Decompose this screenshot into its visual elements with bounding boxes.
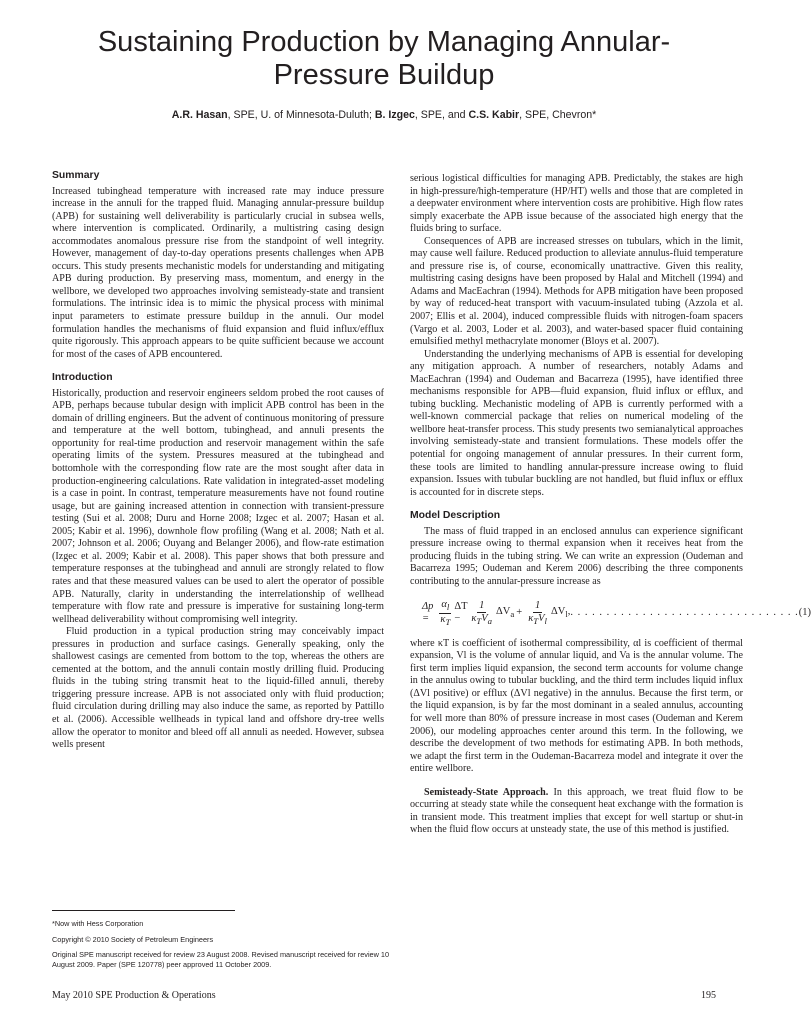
semisteady-paragraph <box>410 787 743 837</box>
author-name: B. Izgec <box>374 109 415 121</box>
summary-paragraph: Increased tubinghead temperature with increased rate may induce pressure increase in the annuli for the trapped fluid. Managing annular-pressure buildup (APB) for sustaining well deliverability is particularly crucial in subsea wells, where intervention is complicated. Ordinarily, a multistring casing design accommodates anomalous pressure rise from the standpoint of well integrity. However, management of day-to-day operations presents challenges when APB occurs. This study presents mechanistic models for understanding and mitigating APB during production. By preserving mass, momentum, and energy in the wellbore, we developed two approaches involving semisteady-state and transient formulations. The intrinsic idea is to mimic the physical process with minimal input parameters to estimate pressure buildup in the annuli. Our model formulation handles the mechanisms of fluid expansion and fluid influx/efflux quite rigorously. This approach appears to be quite sufficient because we account for most of the cases of APB encountered. <box>52 185 384 360</box>
author-affiliation: , SPE, Chevron* <box>519 109 597 121</box>
footnote-copyright: Copyright © 2010 Society of Petroleum Engineers <box>52 934 214 944</box>
paper-title: Sustaining Production by Managing Annular-Pressure Buildup <box>97 26 671 91</box>
author-affiliation: , SPE, and <box>414 109 469 121</box>
semisteady-text: In this approach, we treat fluid flow to be occurring at steady state while the consequent heat exchange with the formation is in transient mode. This treatment implies that except for well startup or shut-in when the fluid flow occurs at unsteady state, the use of this method is justified. <box>410 786 744 836</box>
footnote-affiliation: *Now with Hess Corporation <box>52 919 144 928</box>
right-column <box>410 173 811 837</box>
author-name: A.R. Hasan <box>171 109 228 121</box>
footnote-divider <box>52 910 235 911</box>
model-description-paragraph-2: where κT is coefficient of isothermal compressibility, αl is coefficient of thermal expansion, Vl is the volume of annular liquid, and Va is the annular volume. The first term implies liquid expansion, the second term accounts for volume change in the annulus owing to tubular buckling, and the third term includes liquid influx (ΔVl positive) or efflux (ΔVl negative) in the annulus. Because the first term, or the liquid expansion, is by far the most dominant in a sealed annulus, accounting for well more than 80% of pressure increase in most cases (Oudeman and Kerem 2006), our modeling approaches center around this term. In the following, we describe the development of two methods for estimating APB. In both methods, we adapt the first term in the Oudeman-Bacarreza model and integrate it over the entire wellbore. <box>410 637 743 775</box>
page-number: 195 <box>701 990 716 1001</box>
equation-fraction: $\frac{1}{\kappa_TV_l}$ <box>528 599 547 626</box>
footnotes <box>52 919 392 975</box>
introduction-paragraph-5: Understanding the underlying mechanisms of APB is essential for developing any mitigation approach. A number of researchers, notably Adams and MacEachran (1994) and Oudeman and Bacarreza (1995), have identified three mechanisms responsible for APB—fluid expansion, fluid influx or efflux, and tubing buckling. Mechanistic modeling of APB is currently performed with a well-known commercial package that relies on numerical modeling of the wellbore heat-transfer process. This study presents two semianalytical approaches involving semisteady-state and transient formulations. These models offer the potential for ongoing management of annular pressures. In their current form, these tools are limited to handling annular-pressure increase owing to fluid expansion. Issues with tubular buckling are not handled, but fluid influx or efflux is accounted for in discrete steps. <box>410 348 743 498</box>
introduction-heading: Introduction <box>52 372 113 384</box>
equation-lhs: Δp = <box>422 600 434 625</box>
equation-fraction: $\frac{1}{\kappa_TV_a}$ <box>471 599 493 626</box>
author-affiliation: , SPE, U. of Minnesota-Duluth; <box>227 109 375 121</box>
introduction-paragraph-4: Consequences of APB are increased stresses on tubulars, which in the limit, may cause well failure. Reduced production to alleviate annulus-fluid temperature and pressure rise is, of course, economically unattractive. Given this reality, multistring casing designs have been proposed by Halal and Mitchell (1994) and Adams and MacEachran (1994). Methods for APB mitigation have been proposed by way of reduced-heat transport with vacuum-insulated tubing (Azzola et al. 2007; Ellis et al. 2004), induced compressible fluids with nitrogen-foam spacers (Vargo et al. 2003, Loder et al. 2003), and water-based spacer fluid containing emulsified methyl methacrylate monomer (Bloys et al. 2007). <box>410 235 743 348</box>
author-name: C.S. Kabir <box>468 109 520 121</box>
equation-fraction: $\frac{\alpha_l}{\kappa_T}$ <box>440 598 451 627</box>
equation-leader-dots: . . . . . . . . . . . . . . . . . . . . . . . . . . . . . . . . <box>570 606 799 618</box>
model-description-paragraph-1: The mass of fluid trapped in an enclosed annulus can experience significant pressure increase owing to thermal expansion when it receives heat from the producing fluids in the tubing string. We can write an expression (Oudeman and Bacarreza 1995; Oudeman and Kerem 2006) describing the three components contributing to the annular-pressure increase as <box>410 525 743 587</box>
page-footer <box>52 990 716 1001</box>
equation-number: (1) <box>798 606 811 618</box>
author-line <box>40 108 728 122</box>
introduction-paragraph-1: Historically, production and reservoir engineers seldom probed the root causes of APB, perhaps because tubular design with implicit APB control has been in the domain of drilling engineers. But the advent of continuous monitoring of pressure and temperature at the well bottom, tubinghead, and annuli presents the opportunity for real-time production and reservoir management within the safe operating limits of the system. Pressures measured at the tubinghead and bottomhole with the corresponding flow rate are the most sought after data in production-engineering calculations. Rate validation in integrated-asset modeling is a case in point. In contrast, temperature measurements have not found routine usage, but are gaining increased attention in connection with transient-pressure testing (Sui et al. 2008; Duru and Horne 2008; Izgec et al. 2007; Hasan et al. 2005; Kabir et al. 1996), downhole flow profiling (Wang et al. 2008; Nath et al. 2007; Johnson et al. 2006; Ouyang and Belanger 2006), and flow-rate estimation (Izgec et al. 2009; Kabir et al. 2008). This paper shows that both pressure and temperature responses at the tubinghead and annuli are strongly related to flow rates and that these measured values can be used to alert the operator of possible APB. Naturally, clarity in understanding the interrelationship of wellhead temperature with flow rate and pressure is imperative for sustaining long-term wellhead deliverability without compromising well integrity. <box>52 387 384 625</box>
summary-heading: Summary <box>52 170 100 181</box>
journal-issue: May 2010 SPE Production & Operations <box>52 990 216 1001</box>
semisteady-heading: Semisteady-State Approach. <box>424 786 549 798</box>
equation-1 <box>422 598 811 628</box>
left-column <box>52 170 384 752</box>
model-description-heading: Model Description <box>410 510 501 522</box>
introduction-paragraph-3: serious logistical difficulties for managing APB. Predictably, the stakes are high in high-pressure/high-temperature (HP/HT) wells and those that are completed in a deepwater environment where intervention costs are prohibitive. High flow rates simply exacerbate the APB issue because of the associated high energy that the fluids bring to surface. <box>410 173 743 235</box>
equation-term: $\Delta V_a$ <box>496 605 515 619</box>
footnote-manuscript: Original SPE manuscript received for review 23 August 2008. Revised manuscript received for review 10 August 2009. Paper (SPE 120778) peer approved 11 October 2009. <box>52 950 390 969</box>
equation-term: ΔT − <box>454 600 468 625</box>
equation-plus: + <box>516 606 523 618</box>
equation-term: $\Delta V_l$, <box>550 605 571 619</box>
introduction-paragraph-2: Fluid production in a typical production string may conceivably impact pressures in production and surface casings. Generally speaking, only the shallowest casings are cemented from bottom to the top, whereas the others are cemented at the bottom, and the annuli contain mostly drilling fluid. Producing fluids in the tubing string transmit heat to the liquid-filled annuli, thereby triggering pressure increase. APB is not associated only with fluid production; fluid circulation during drilling may also induce the same, as reported by Pattillo et al. (2006). Accessible wellheads in typical land and offshore dry-tree wells allow the operator to monitor and bleed off all annuli as needed. However, subsea wells present <box>52 626 384 751</box>
